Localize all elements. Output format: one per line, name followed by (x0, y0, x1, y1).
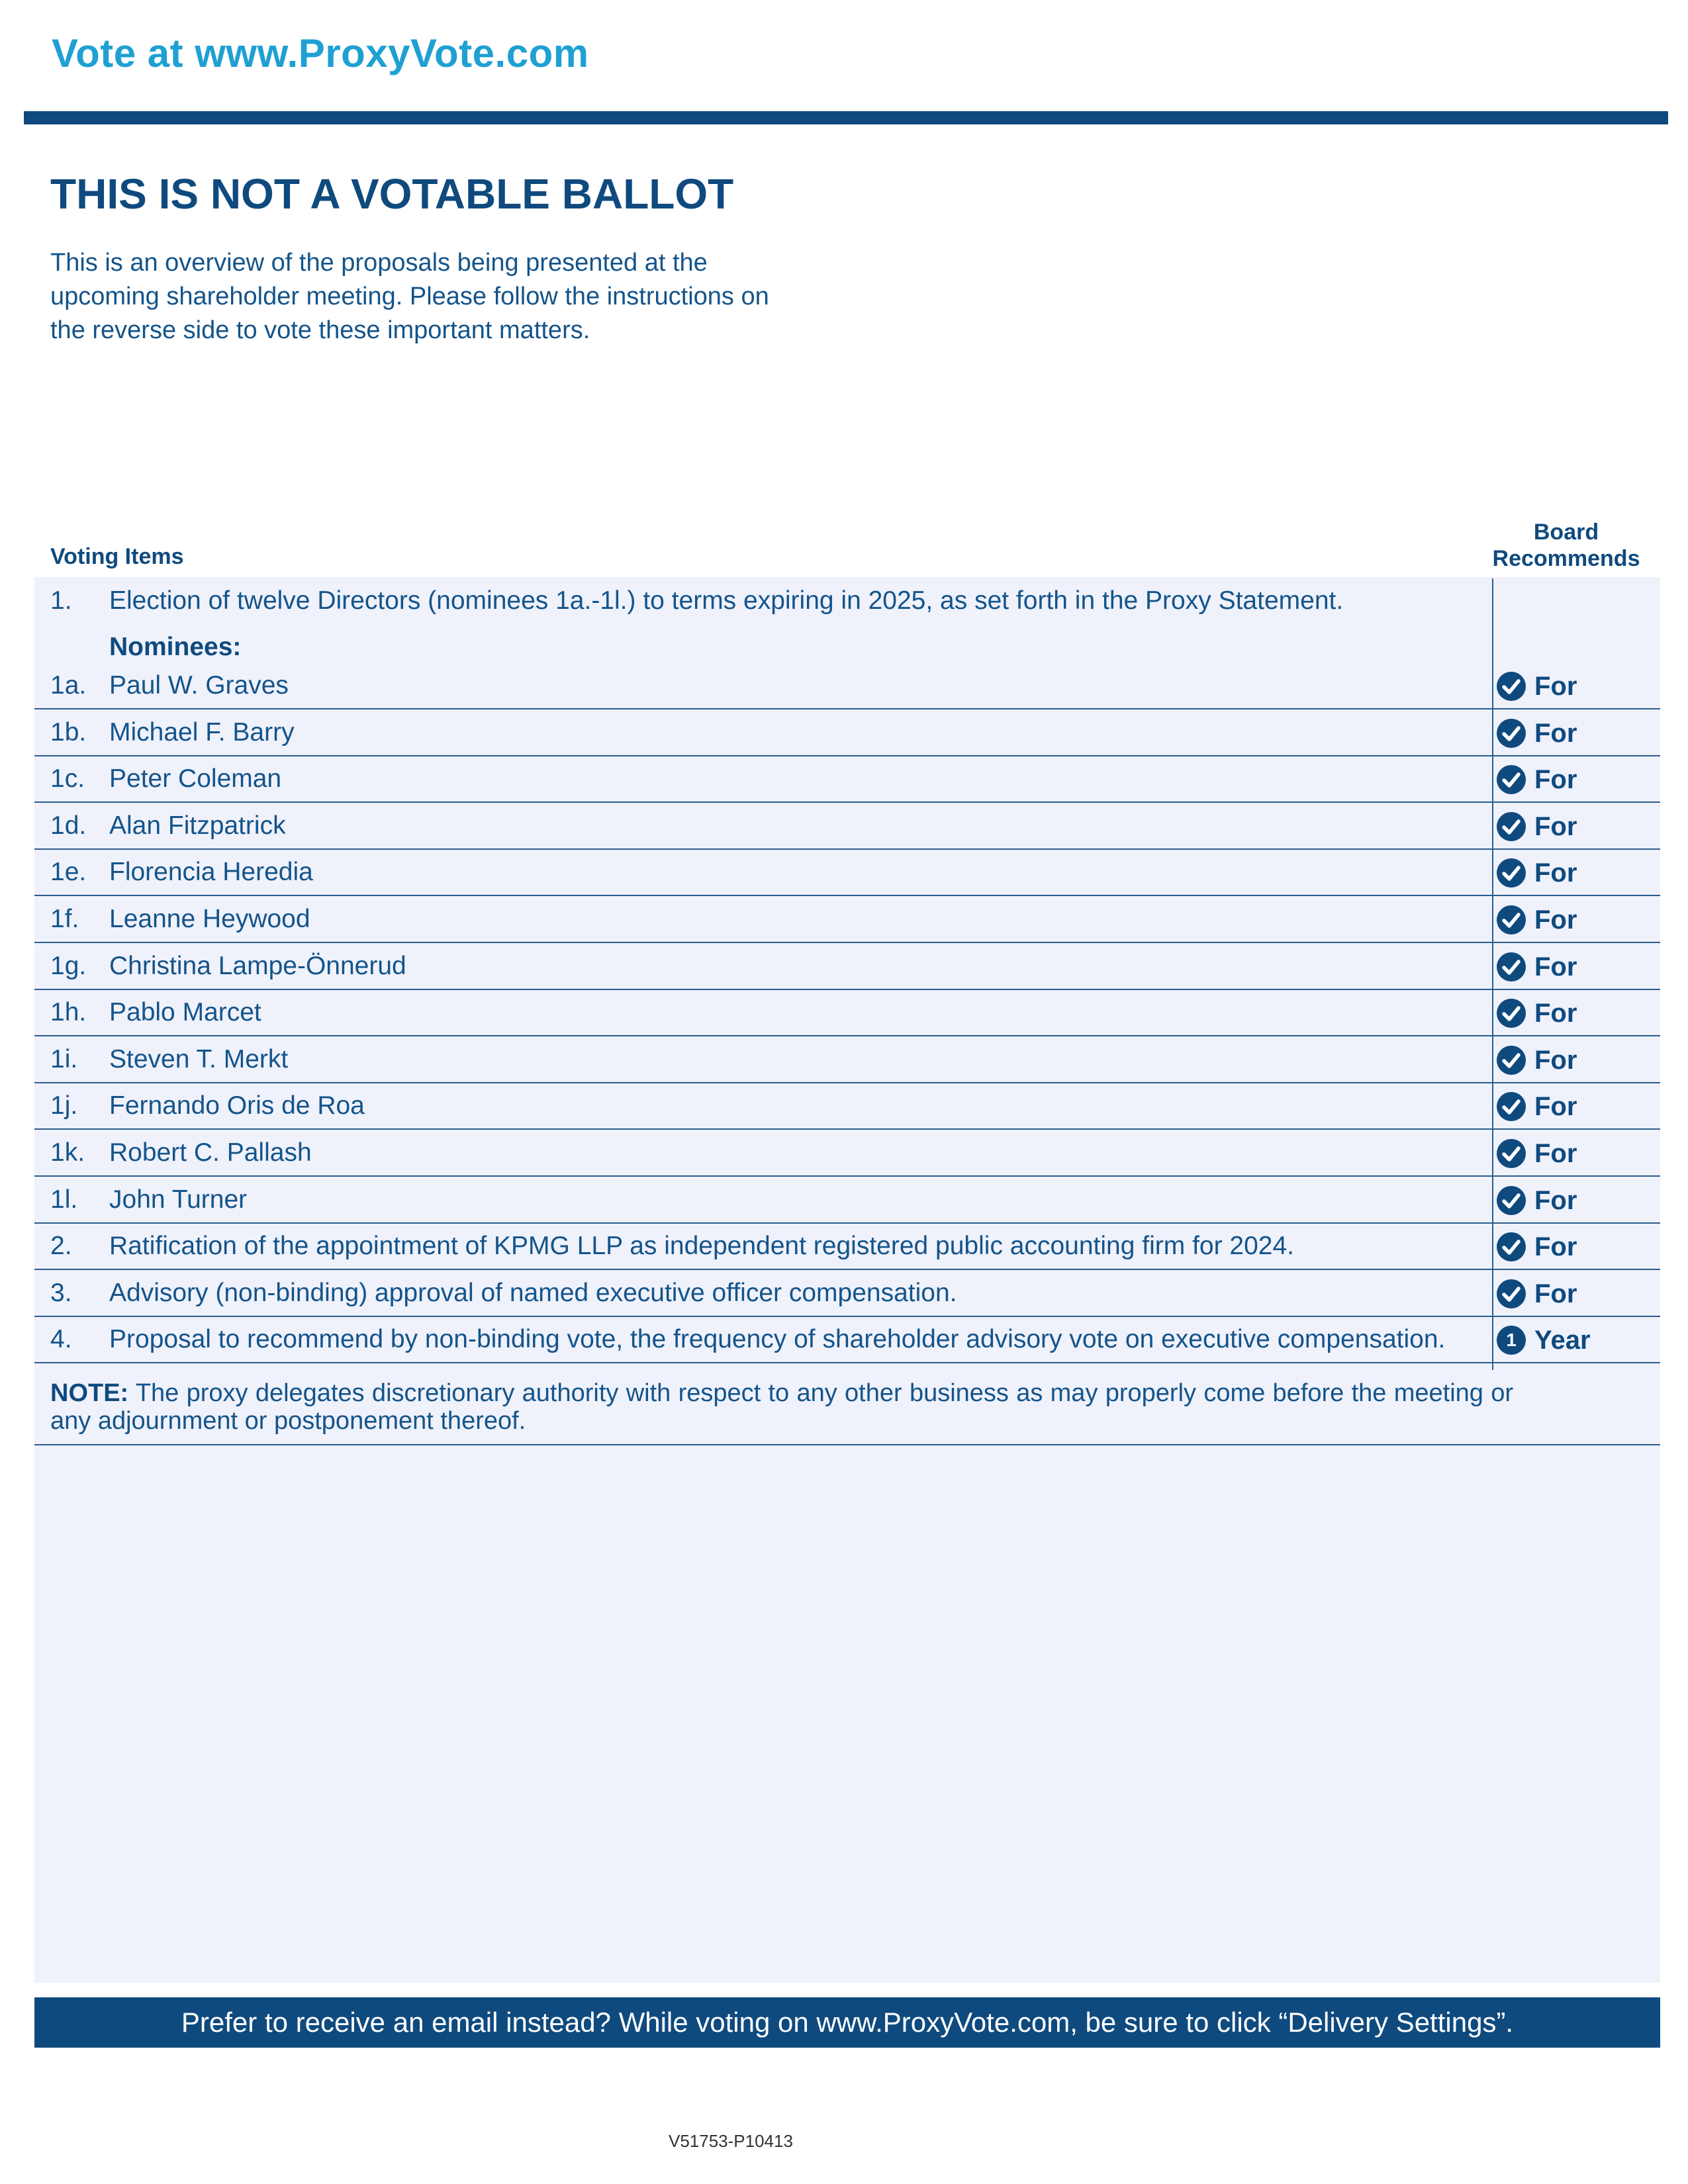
board-recommendation (1496, 810, 1577, 843)
board-recommendation (1496, 1137, 1577, 1170)
voting-item-row (34, 1317, 1660, 1363)
check-circle-icon (1496, 811, 1526, 842)
check-circle-icon (1496, 1279, 1526, 1309)
check-circle-icon (1496, 1232, 1526, 1262)
voting-item-row (34, 1130, 1660, 1177)
item-number: 1h. (50, 998, 87, 1026)
intro-paragraph (50, 246, 845, 347)
voting-item-row (34, 710, 1660, 756)
recommendation-value: For (1534, 858, 1577, 887)
board-recommendation (1496, 1277, 1577, 1310)
item-label: Advisory (non-binding) approval of named executive officer compensation. (109, 1279, 957, 1307)
recommendation-value: For (1534, 764, 1577, 794)
board-recommendation (1496, 1324, 1591, 1357)
item-number: 1a. (50, 671, 87, 700)
item-label: John Turner (109, 1185, 248, 1214)
check-circle-icon (1496, 1045, 1526, 1075)
item-number: 1c. (50, 764, 85, 793)
intro-line: This is an overview of the proposals being presented at the (50, 249, 708, 277)
recommendation-value: For (1534, 718, 1577, 748)
item-label: Fernando Oris de Roa (109, 1091, 365, 1120)
item-label: Proposal to recommend by non-binding vote, the frequency of shareholder advisory vote on executive compensation. (109, 1325, 1446, 1353)
board-recommendation (1496, 1184, 1577, 1217)
item-label: Ratification of the appointment of KPMG LLP as independent registered public accounting firm for 2024. (109, 1232, 1295, 1260)
item-label: Christina Lampe-Önnerud (109, 952, 406, 980)
recommendation-value: For (1534, 952, 1577, 981)
item-number: 1l. (50, 1185, 78, 1214)
item-number: 1b. (50, 718, 87, 747)
item-label: Alan Fitzpatrick (109, 811, 286, 840)
voting-item-row (34, 663, 1660, 709)
recommendation-value: For (1534, 1185, 1577, 1215)
election-row (34, 578, 1660, 625)
icon-number: 1 (1506, 1330, 1517, 1350)
recommendation-value: For (1534, 1138, 1577, 1168)
voting-item-row (34, 1177, 1660, 1224)
board-heading-line1: Board (1533, 520, 1599, 545)
board-recommendation (1496, 856, 1577, 889)
item-label: Steven T. Merkt (109, 1045, 289, 1073)
board-recommendation (1496, 903, 1577, 936)
recommendation-value: For (1534, 671, 1577, 701)
item-number: 1k. (50, 1138, 85, 1167)
voting-item-row (34, 850, 1660, 896)
item-number: 1j. (50, 1091, 78, 1120)
job-code: V51753-P10413 (669, 2131, 793, 2151)
check-circle-icon (1496, 858, 1526, 888)
check-circle-icon (1496, 952, 1526, 982)
item-label: Robert C. Pallash (109, 1138, 312, 1167)
board-recommendation (1496, 1230, 1577, 1263)
recommendation-value: Year (1534, 1325, 1591, 1355)
board-recommendation (1496, 1090, 1577, 1123)
check-circle-icon (1496, 718, 1526, 749)
check-circle-icon (1496, 671, 1526, 702)
proxyvote-header-link[interactable]: Vote at www.ProxyVote.com (52, 31, 589, 75)
voting-item-row (34, 1083, 1660, 1130)
recommendation-value: For (1534, 1232, 1577, 1261)
recommendation-value: For (1534, 1279, 1577, 1308)
check-circle-icon (1496, 905, 1526, 935)
voting-item-row (34, 803, 1660, 850)
voting-item-row (34, 897, 1660, 943)
item-label: Paul W. Graves (109, 671, 289, 700)
item-number: 1g. (50, 952, 87, 980)
header-rule (24, 111, 1668, 124)
recommendation-value: For (1534, 1091, 1577, 1121)
check-circle-icon (1496, 1091, 1526, 1122)
item-number: 4. (50, 1325, 72, 1353)
intro-line: upcoming shareholder meeting. Please follow the instructions on (50, 283, 769, 310)
recommendation-value: For (1534, 998, 1577, 1028)
item-label: Michael F. Barry (109, 718, 295, 747)
column-divider (1492, 578, 1493, 1370)
voting-item-row (34, 1224, 1660, 1270)
item-number: 1f. (50, 905, 79, 933)
nominees-label: Nominees: (109, 633, 242, 661)
board-recommendation (1496, 717, 1577, 750)
board-recommends-heading (1487, 519, 1646, 572)
note-label: NOTE: (50, 1379, 129, 1407)
recommendation-value: For (1534, 811, 1577, 841)
check-circle-icon (1496, 1138, 1526, 1169)
item-number: 1. (50, 586, 72, 615)
note-text (50, 1379, 1513, 1435)
voting-item-row (34, 944, 1660, 990)
item-number: 3. (50, 1279, 72, 1307)
note-body: The proxy delegates discretionary authority with respect to any other business as may properly come before the meeting or any adjournment or postponement thereof. (50, 1379, 1513, 1435)
item-number: 1e. (50, 858, 87, 886)
voting-item-row (34, 990, 1660, 1036)
recommendation-value: For (1534, 905, 1577, 934)
voting-item-row (34, 1271, 1660, 1317)
item-label: Pablo Marcet (109, 998, 261, 1026)
check-circle-icon (1496, 998, 1526, 1028)
note-row (34, 1370, 1660, 1445)
board-recommendation (1496, 670, 1577, 703)
board-recommendation (1496, 1044, 1577, 1077)
intro-line: the reverse side to vote these important matters. (50, 316, 590, 344)
voting-item-row (34, 1037, 1660, 1083)
item-label: Peter Coleman (109, 764, 282, 793)
item-number: 2. (50, 1232, 72, 1260)
item-number: 1i. (50, 1045, 78, 1073)
item-number: 1d. (50, 811, 87, 840)
board-recommendation (1496, 763, 1577, 796)
banner-text: Prefer to receive an email instead? While voting on www.ProxyVote.com, be sure to click “Delivery Settings”. (181, 2007, 1514, 2038)
board-recommendation (1496, 997, 1577, 1030)
delivery-settings-banner (34, 1997, 1660, 2048)
voting-item-row (34, 756, 1660, 803)
number-one-circle-icon (1496, 1325, 1526, 1355)
board-heading-line2: Recommends (1492, 546, 1640, 571)
recommendation-value: For (1534, 1045, 1577, 1075)
item-label: Florencia Heredia (109, 858, 313, 886)
item-label: Election of twelve Directors (nominees 1a.-1l.) to terms expiring in 2025, as set forth in the Proxy Statement. (109, 586, 1344, 615)
board-recommendation (1496, 950, 1577, 983)
item-label: Leanne Heywood (109, 905, 310, 933)
check-circle-icon (1496, 764, 1526, 795)
voting-items-heading: Voting Items (50, 544, 184, 569)
check-circle-icon (1496, 1185, 1526, 1216)
page-title: THIS IS NOT A VOTABLE BALLOT (50, 170, 734, 218)
